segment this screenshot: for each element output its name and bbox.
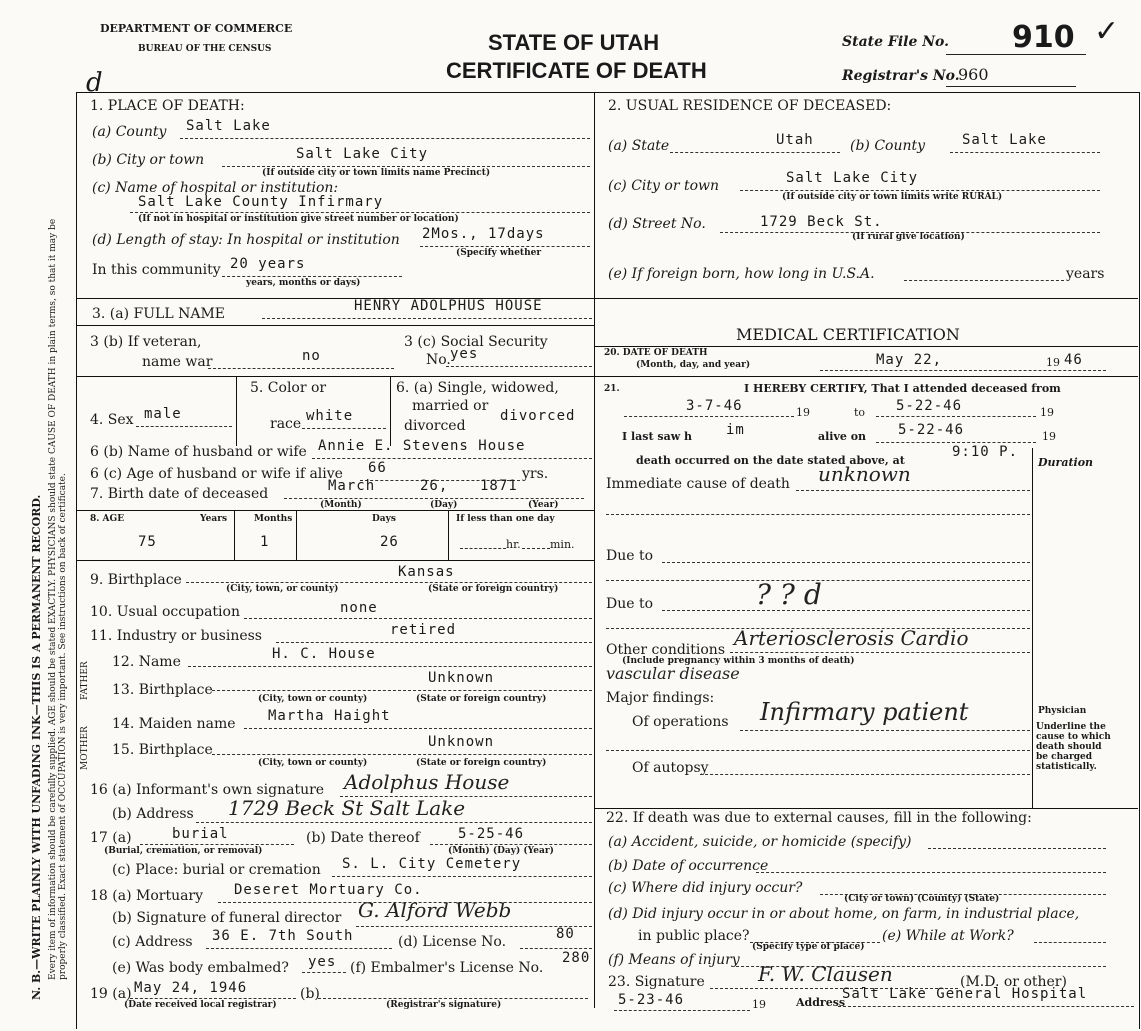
birth-day: 26, xyxy=(420,478,449,494)
days-label: Days xyxy=(372,514,396,524)
color-label-1: 5. Color or xyxy=(250,380,327,396)
from-century: 19 xyxy=(796,406,810,419)
margin-notice: N. B.—WRITE PLAINLY WITH UNFADING INK—THIS IS A PERMANENT RECORD. xyxy=(30,494,43,1000)
veteran-label-2: name war xyxy=(142,354,213,370)
signature-date: 5-23-46 xyxy=(618,992,685,1008)
marital-label-3: divorced xyxy=(404,418,466,434)
sex-label: 4. Sex xyxy=(90,412,134,428)
marital-label-1: 6. (a) Single, widowed, xyxy=(396,380,559,396)
mother-name: Martha Haight xyxy=(268,708,391,724)
other-conditions: Arteriosclerosis Cardio xyxy=(734,626,969,650)
father-tag: FATHER xyxy=(80,661,90,700)
operations-value: Infirmary patient xyxy=(760,698,969,726)
mother-birth: Unknown xyxy=(428,734,495,750)
director-label: (b) Signature of funeral director xyxy=(112,910,342,926)
month-note: (Month) xyxy=(320,500,362,510)
check-mark-icon: ✓ xyxy=(1094,14,1120,49)
hospital-label: (c) Name of hospital or institution: xyxy=(92,180,339,196)
father-name: H. C. House xyxy=(272,646,376,662)
city-value: Salt Lake City xyxy=(296,146,429,162)
bureau-label: BUREAU OF THE CENSUS xyxy=(138,44,272,54)
signature-address: Salt Lake General Hospital xyxy=(842,986,1088,1002)
md-label: (M.D. or other) xyxy=(960,974,1067,990)
spouse-age: 66 xyxy=(368,460,387,476)
other-conditions-label: Other conditions xyxy=(606,642,726,658)
occurrence-date-label: (b) Date of occurrence xyxy=(608,858,769,874)
community-note: years, months or days) xyxy=(246,278,361,288)
city-label: (b) City or town xyxy=(92,152,205,168)
alive-century: 19 xyxy=(1042,430,1056,443)
received-date: May 24, 1946 xyxy=(134,980,248,996)
director-signature: G. Alford Webb xyxy=(358,898,512,922)
signature-address-label: Address xyxy=(796,996,846,1009)
embalmer-value: 280 xyxy=(562,950,591,966)
min-label: min. xyxy=(550,538,575,551)
burial-method-label: 17 (a) xyxy=(90,830,132,846)
residence-county-label: (b) County xyxy=(850,138,926,154)
received-note: (Date received local registrar) xyxy=(124,1000,277,1010)
department-label: DEPARTMENT OF COMMERCE xyxy=(100,22,293,35)
public-note: (Specify type of place) xyxy=(752,942,865,952)
residence-street: 1729 Beck St. xyxy=(760,214,883,230)
due-to-label-1: Due to xyxy=(606,548,654,564)
public-label: in public place? xyxy=(638,928,750,944)
burial-method: burial xyxy=(172,826,229,842)
birth-label: 7. Birth date of deceased xyxy=(90,486,269,502)
mother-place-note-2: (State or foreign country) xyxy=(416,758,547,768)
birthplace-value: Kansas xyxy=(398,564,455,580)
occupation-value: none xyxy=(340,600,378,616)
mortuary-label: 18 (a) Mortuary xyxy=(90,888,204,904)
where-note: (City or town) (County) (State) xyxy=(844,894,1000,904)
burial-date: 5-25-46 xyxy=(458,826,525,842)
license-value: 80 xyxy=(556,926,575,942)
means-label: (f) Means of injury xyxy=(608,952,740,968)
sex-value: male xyxy=(144,406,182,422)
external-heading: 22. If death was due to external causes, fill in the following: xyxy=(606,810,1032,826)
less-day-label: If less than one day xyxy=(456,514,555,524)
occupation-label: 10. Usual occupation xyxy=(90,604,240,620)
ssn-label-2: No. xyxy=(426,352,451,368)
registrar-label: Registrar's No. xyxy=(842,68,960,84)
embalmed-label: (e) Was body embalmed? xyxy=(112,960,289,976)
year-note: (Year) xyxy=(528,500,559,510)
margin-instructions: Every item of information should be carefully supplied. AGE should be stated EXACTLY. PHYSICIANS should state CAUSE OF DEATH in plain terms, so that it may be properly classified. Exact statement of OCCUPATION is very important. See instructions on back of certificate. xyxy=(48,218,68,980)
to-century: 19 xyxy=(1040,406,1054,419)
physician-signature: F. W. Clausen xyxy=(758,962,893,986)
state-file-label: State File No. xyxy=(842,34,950,50)
due-to-label-2: Due to xyxy=(606,596,654,612)
attended-from: 3-7-46 xyxy=(686,398,743,414)
spouse-age-suffix: yrs. xyxy=(522,466,549,482)
mother-tag: MOTHER xyxy=(80,726,90,770)
state-file-number: 910 xyxy=(1012,20,1075,55)
major-findings-label: Major findings: xyxy=(606,690,715,706)
father-birth-label: 13. Birthplace xyxy=(112,682,213,698)
immediate-cause: unknown xyxy=(818,462,911,486)
informant-address-label: (b) Address xyxy=(112,806,194,822)
foreign-label: (e) If foreign born, how long in U.S.A. xyxy=(608,266,875,282)
ssn-label-1: 3 (c) Social Security xyxy=(404,334,548,350)
burial-address-label: (c) Address xyxy=(112,934,193,950)
informant-address: 1729 Beck St Salt Lake xyxy=(228,796,466,820)
mother-place-note-1: (City, town or county) xyxy=(258,758,368,768)
date-of-death-year: 46 xyxy=(1064,352,1083,368)
residence-city-label: (c) City or town xyxy=(608,178,720,194)
community-label: In this community xyxy=(92,262,221,278)
birth-month: March xyxy=(328,478,376,494)
industry-value: retired xyxy=(390,622,457,638)
informant-signature: Adolphus House xyxy=(344,770,510,794)
burial-address: 36 E. 7th South xyxy=(212,928,354,944)
while-at-work-label: (e) While at Work? xyxy=(882,928,1014,944)
home-label: (d) Did injury occur in or about home, on farm, in industrial place, xyxy=(608,906,1080,922)
medical-heading: MEDICAL CERTIFICATION xyxy=(736,325,960,344)
burial-date-label: (b) Date thereof xyxy=(306,830,420,846)
residence-state: Utah xyxy=(776,132,814,148)
to-label: to xyxy=(854,406,866,419)
marital-value: divorced xyxy=(500,408,576,424)
due-to-value: ? ? d xyxy=(756,578,822,611)
father-birth: Unknown xyxy=(428,670,495,686)
occurred-label: death occurred on the date stated above, at xyxy=(636,454,905,467)
date-of-death-century: 19 xyxy=(1046,356,1060,369)
marital-label-2: married or xyxy=(412,398,489,414)
father-name-label: 12. Name xyxy=(112,654,181,670)
day-note: (Day) xyxy=(430,500,458,510)
full-name-label: 3. (a) FULL NAME xyxy=(92,306,225,322)
other-conditions-2: vascular disease xyxy=(606,664,740,683)
age-label: 8. AGE xyxy=(90,514,125,524)
duration-label: Duration xyxy=(1038,456,1094,469)
father-place-note-1: (City, town or county) xyxy=(258,694,368,704)
residence-city-note: (If outside city or town limits write RURAL) xyxy=(782,192,1003,202)
stay-label: (d) Length of stay: In hospital or institution xyxy=(92,232,400,248)
birthplace-note-1: (City, town, or county) xyxy=(226,584,339,594)
physician-box-text: Underline the cause to which death should be charged statistically. xyxy=(1036,722,1111,772)
embalmer-label: (f) Embalmer's License No. xyxy=(350,960,544,976)
autopsy-label: Of autopsy xyxy=(632,760,709,776)
spouse-label: 6 (b) Name of husband or wife xyxy=(90,444,307,460)
foreign-suffix: years xyxy=(1066,266,1105,282)
ssn-value: yes xyxy=(450,346,479,362)
age-days: 26 xyxy=(380,534,399,550)
date-of-death-label-2: (Month, day, and year) xyxy=(636,360,751,370)
burial-date-note: (Month) (Day) (Year) xyxy=(448,846,554,856)
burial-place-label: (c) Place: burial or cremation xyxy=(112,862,321,878)
mortuary-value: Deseret Mortuary Co. xyxy=(234,882,423,898)
signature-century: 19 xyxy=(752,998,766,1011)
residence-heading: 2. USUAL RESIDENCE OF DECEASED: xyxy=(608,98,892,114)
veteran-label-1: 3 (b) If veteran, xyxy=(90,334,202,350)
residence-street-note: (If rural give location) xyxy=(852,232,965,242)
attended-to: 5-22-46 xyxy=(896,398,963,414)
physician-box-title: Physician xyxy=(1038,706,1087,716)
mother-name-label: 14. Maiden name xyxy=(112,716,236,732)
residence-city: Salt Lake City xyxy=(786,170,919,186)
certify-text: I HEREBY CERTIFY, That I attended deceased from xyxy=(744,382,1061,395)
registrar-sig-label: (b) xyxy=(300,986,320,1002)
birth-year: 1871 xyxy=(480,478,518,494)
embalmed-value: yes xyxy=(308,954,337,970)
city-note: (If outside city or town limits name Precinct) xyxy=(262,168,491,178)
where-label: (c) Where did injury occur? xyxy=(608,880,803,896)
spouse-value: Annie E. Stevens House xyxy=(318,438,526,454)
mother-birth-label: 15. Birthplace xyxy=(112,742,213,758)
residence-county: Salt Lake xyxy=(962,132,1047,148)
father-place-note-2: (State or foreign country) xyxy=(416,694,547,704)
stay-note: (Specify whether xyxy=(456,248,542,258)
stay-value: 2Mos., 17days xyxy=(422,226,545,242)
veteran-value: no xyxy=(302,348,321,364)
hospital-value: Salt Lake County Infirmary xyxy=(138,194,384,210)
residence-street-label: (d) Street No. xyxy=(608,216,706,232)
community-value: 20 years xyxy=(230,256,306,272)
last-saw: im xyxy=(726,422,745,438)
birthplace-label: 9. Birthplace xyxy=(90,572,182,588)
license-label: (d) License No. xyxy=(398,934,507,950)
informant-signature-label: 16 (a) Informant's own signature xyxy=(90,782,325,798)
hr-label: hr. xyxy=(506,538,521,551)
alive-on: 5-22-46 xyxy=(898,422,965,438)
county-label: (a) County xyxy=(92,124,167,140)
place-heading: 1. PLACE OF DEATH: xyxy=(90,98,245,114)
signature-label: 23. Signature xyxy=(608,974,705,990)
burial-method-note: (Burial, cremation, or removal) xyxy=(104,846,263,856)
certify-number: 21. xyxy=(604,384,620,394)
color-label-2: race xyxy=(270,416,302,432)
registrar-number: 960 xyxy=(958,65,989,84)
state-heading: STATE OF UTAH xyxy=(488,30,660,55)
birthplace-note-2: (State or foreign country) xyxy=(428,584,559,594)
registrar-sig-note: (Registrar's signature) xyxy=(386,1000,502,1010)
residence-state-label: (a) State xyxy=(608,138,670,154)
age-months: 1 xyxy=(260,534,270,550)
county-value: Salt Lake xyxy=(186,118,271,134)
death-time: 9:10 P. xyxy=(952,444,1019,460)
months-label: Months xyxy=(254,514,293,524)
date-of-death-label-1: 20. DATE OF DEATH xyxy=(604,348,708,358)
operations-label: Of operations xyxy=(632,714,729,730)
immediate-label: Immediate cause of death xyxy=(606,476,790,492)
corner-mark: d xyxy=(86,68,103,98)
spouse-age-label: 6 (c) Age of husband or wife if alive xyxy=(90,466,343,482)
received-label: 19 (a) xyxy=(90,986,132,1002)
last-saw-label: I last saw h xyxy=(622,430,693,443)
burial-place: S. L. City Cemetery xyxy=(342,856,522,872)
industry-label: 11. Industry or business xyxy=(90,628,262,644)
certificate-title: CERTIFICATE OF DEATH xyxy=(446,58,707,83)
date-of-death: May 22, xyxy=(876,352,943,368)
full-name: HENRY ADOLPHUS HOUSE xyxy=(354,298,543,314)
alive-label: alive on xyxy=(818,430,867,443)
color-value: white xyxy=(306,408,354,424)
years-label: Years xyxy=(200,514,228,524)
other-conditions-note: (Include pregnancy within 3 months of death) xyxy=(622,656,855,666)
age-years: 75 xyxy=(138,534,157,550)
accident-label: (a) Accident, suicide, or homicide (specify) xyxy=(608,834,912,850)
hospital-note: (If not in hospital or institution give street number or location) xyxy=(138,214,459,224)
